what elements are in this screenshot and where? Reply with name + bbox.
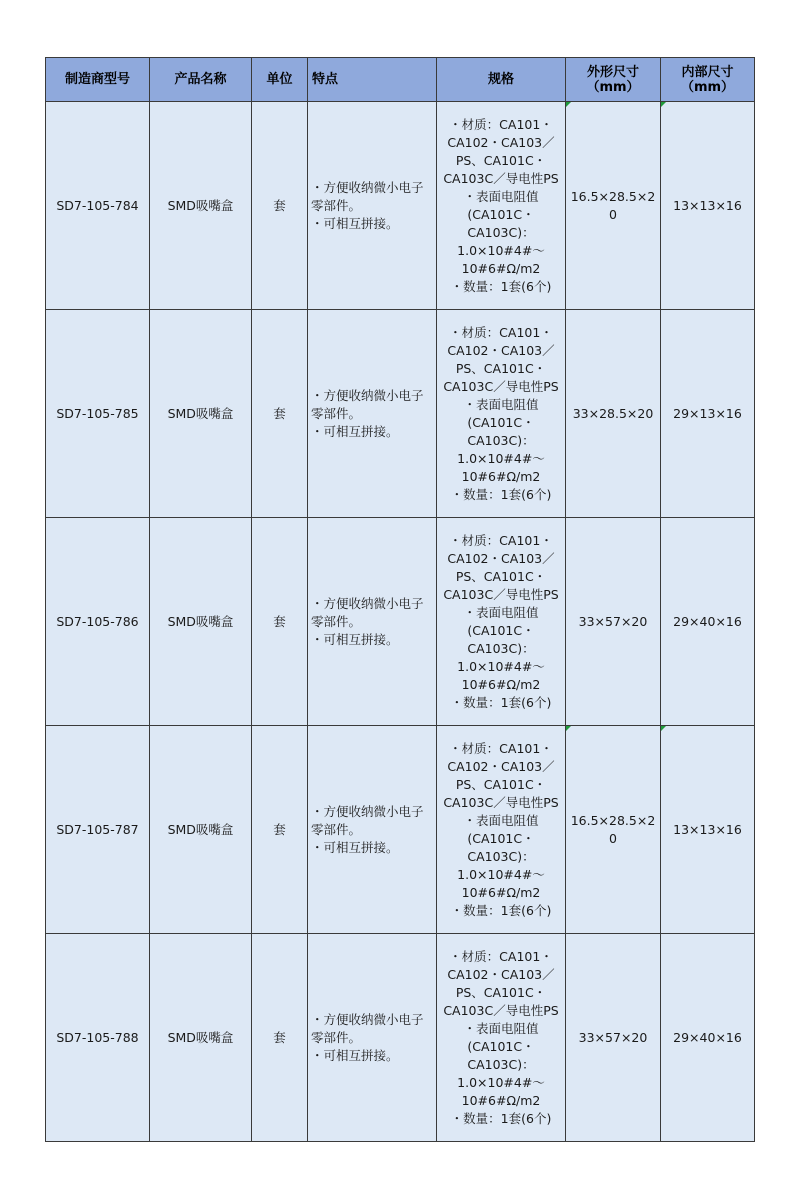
spec-line: ・数量：1套(6个) xyxy=(450,694,552,710)
spec-line: ・表面电阻值 xyxy=(463,396,539,412)
spec-line: ・材质：CA101・ xyxy=(449,948,553,964)
spec-line: CA102・CA103／ xyxy=(447,550,555,566)
spec-line: 1.0×10#4#～ xyxy=(457,1074,545,1090)
spec-line: ・材质：CA101・ xyxy=(449,740,553,756)
outer-size-value: 16.5×28.5×20 xyxy=(570,812,656,846)
outer-size-cell xyxy=(566,310,661,518)
comment-indicator-icon xyxy=(661,102,666,107)
spec-line: CA103C)： xyxy=(467,1056,535,1072)
header-inner-size-unit: （mm） xyxy=(680,79,735,95)
outer-size-cell xyxy=(566,102,661,310)
specs-cell xyxy=(437,310,566,518)
outer-size-value: 33×28.5×20 xyxy=(572,405,654,421)
comment-indicator-icon xyxy=(661,726,666,731)
spec-line: 1.0×10#4#～ xyxy=(457,450,545,466)
feature-line: ・可相互拼接。 xyxy=(311,1047,399,1063)
header-model: 制造商型号 xyxy=(46,58,150,102)
spec-line: (CA101C・ xyxy=(467,830,535,846)
spec-line: PS、CA101C・ xyxy=(455,984,547,1000)
outer-size-cell xyxy=(566,518,661,726)
product-name-cell: SMD吸嘴盒 xyxy=(150,102,252,310)
header-outer-size xyxy=(566,58,661,102)
spec-line: ・表面电阻值 xyxy=(463,188,539,204)
spec-line: (CA101C・ xyxy=(467,206,535,222)
spec-line: CA103C)： xyxy=(467,432,535,448)
unit-cell: 套 xyxy=(252,934,308,1142)
inner-size-cell xyxy=(661,518,755,726)
model-cell: SD7-105-787 xyxy=(46,726,150,934)
spec-line: 1.0×10#4#～ xyxy=(457,658,545,674)
feature-line: ・可相互拼接。 xyxy=(311,839,399,855)
spec-line: ・材质：CA101・ xyxy=(449,116,553,132)
spec-line: CA103C／导电性PS xyxy=(443,378,559,394)
spec-line: (CA101C・ xyxy=(467,414,535,430)
inner-size-value: 29×40×16 xyxy=(673,1029,742,1045)
spec-line: (CA101C・ xyxy=(467,622,535,638)
spec-line: 10#6#Ω/m2 xyxy=(461,1092,541,1108)
specs-cell xyxy=(437,518,566,726)
inner-size-value: 29×40×16 xyxy=(673,613,742,629)
inner-size-cell xyxy=(661,726,755,934)
spec-line: ・数量：1套(6个) xyxy=(450,1110,552,1126)
header-unit: 单位 xyxy=(252,58,308,102)
product-table xyxy=(45,57,755,1142)
comment-indicator-icon xyxy=(566,102,571,107)
feature-line: ・方便收纳微小电子零部件。 xyxy=(311,595,424,629)
feature-line: ・方便收纳微小电子零部件。 xyxy=(311,387,424,421)
comment-indicator-icon xyxy=(566,726,571,731)
unit-cell: 套 xyxy=(252,518,308,726)
spec-line: ・数量：1套(6个) xyxy=(450,902,552,918)
inner-size-value: 13×13×16 xyxy=(673,197,742,213)
spec-line: CA102・CA103／ xyxy=(447,134,555,150)
product-name-cell: SMD吸嘴盒 xyxy=(150,518,252,726)
spec-line: (CA101C・ xyxy=(467,1038,535,1054)
feature-line: ・可相互拼接。 xyxy=(311,215,399,231)
inner-size-value: 13×13×16 xyxy=(673,821,742,837)
outer-size-value: 33×57×20 xyxy=(578,613,648,629)
features-cell xyxy=(308,102,437,310)
spec-line: CA103C)： xyxy=(467,224,535,240)
model-cell: SD7-105-785 xyxy=(46,310,150,518)
spec-line: 10#6#Ω/m2 xyxy=(461,884,541,900)
header-outer-size-unit: （mm） xyxy=(586,79,640,95)
header-specs: 规格 xyxy=(437,58,566,102)
spec-line: ・表面电阻值 xyxy=(463,812,539,828)
inner-size-value: 29×13×16 xyxy=(673,405,742,421)
spec-line: 10#6#Ω/m2 xyxy=(461,468,541,484)
spec-line: CA103C／导电性PS xyxy=(443,586,559,602)
outer-size-cell xyxy=(566,934,661,1142)
spec-line: ・材质：CA101・ xyxy=(449,324,553,340)
feature-line: ・方便收纳微小电子零部件。 xyxy=(311,803,424,837)
model-cell: SD7-105-784 xyxy=(46,102,150,310)
spec-line: 1.0×10#4#～ xyxy=(457,866,545,882)
spec-line: 10#6#Ω/m2 xyxy=(461,260,541,276)
feature-line: ・可相互拼接。 xyxy=(311,423,399,439)
table-row xyxy=(46,726,755,934)
spec-line: CA102・CA103／ xyxy=(447,966,555,982)
unit-cell: 套 xyxy=(252,102,308,310)
spec-line: PS、CA101C・ xyxy=(455,360,547,376)
inner-size-cell xyxy=(661,310,755,518)
spec-line: ・材质：CA101・ xyxy=(449,532,553,548)
spec-line: PS、CA101C・ xyxy=(455,152,547,168)
table-row xyxy=(46,518,755,726)
feature-line: ・方便收纳微小电子零部件。 xyxy=(311,179,424,213)
outer-size-cell xyxy=(566,726,661,934)
header-outer-size-label: 外形尺寸 xyxy=(586,64,639,80)
features-cell xyxy=(308,934,437,1142)
spec-line: CA103C)： xyxy=(467,848,535,864)
header-product-name: 产品名称 xyxy=(150,58,252,102)
inner-size-cell xyxy=(661,934,755,1142)
table-row xyxy=(46,310,755,518)
table-row xyxy=(46,934,755,1142)
unit-cell: 套 xyxy=(252,310,308,518)
header-features: 特点 xyxy=(308,58,437,102)
spec-line: PS、CA101C・ xyxy=(455,568,547,584)
unit-cell: 套 xyxy=(252,726,308,934)
spec-line: CA102・CA103／ xyxy=(447,342,555,358)
header-inner-size xyxy=(661,58,755,102)
specs-cell xyxy=(437,934,566,1142)
spec-line: 10#6#Ω/m2 xyxy=(461,676,541,692)
spec-line: ・表面电阻值 xyxy=(463,604,539,620)
table-row xyxy=(46,102,755,310)
model-cell: SD7-105-786 xyxy=(46,518,150,726)
features-cell xyxy=(308,518,437,726)
spec-line: CA103C／导电性PS xyxy=(443,794,559,810)
spec-line: ・表面电阻值 xyxy=(463,1020,539,1036)
spec-line: PS、CA101C・ xyxy=(455,776,547,792)
header-row xyxy=(46,58,755,102)
specs-cell xyxy=(437,102,566,310)
outer-size-value: 16.5×28.5×20 xyxy=(570,188,656,222)
header-inner-size-label: 内部尺寸 xyxy=(681,64,734,80)
inner-size-cell xyxy=(661,102,755,310)
spec-line: ・数量：1套(6个) xyxy=(450,486,552,502)
spec-line: ・数量：1套(6个) xyxy=(450,278,552,294)
spec-line: CA103C／导电性PS xyxy=(443,1002,559,1018)
spec-line: CA103C)： xyxy=(467,640,535,656)
spec-line: CA103C／导电性PS xyxy=(443,170,559,186)
features-cell xyxy=(308,726,437,934)
spec-line: 1.0×10#4#～ xyxy=(457,242,545,258)
spec-line: CA102・CA103／ xyxy=(447,758,555,774)
feature-line: ・可相互拼接。 xyxy=(311,631,399,647)
product-name-cell: SMD吸嘴盒 xyxy=(150,726,252,934)
outer-size-value: 33×57×20 xyxy=(578,1029,648,1045)
product-name-cell: SMD吸嘴盒 xyxy=(150,310,252,518)
specs-cell xyxy=(437,726,566,934)
product-name-cell: SMD吸嘴盒 xyxy=(150,934,252,1142)
features-cell xyxy=(308,310,437,518)
feature-line: ・方便收纳微小电子零部件。 xyxy=(311,1011,424,1045)
model-cell: SD7-105-788 xyxy=(46,934,150,1142)
